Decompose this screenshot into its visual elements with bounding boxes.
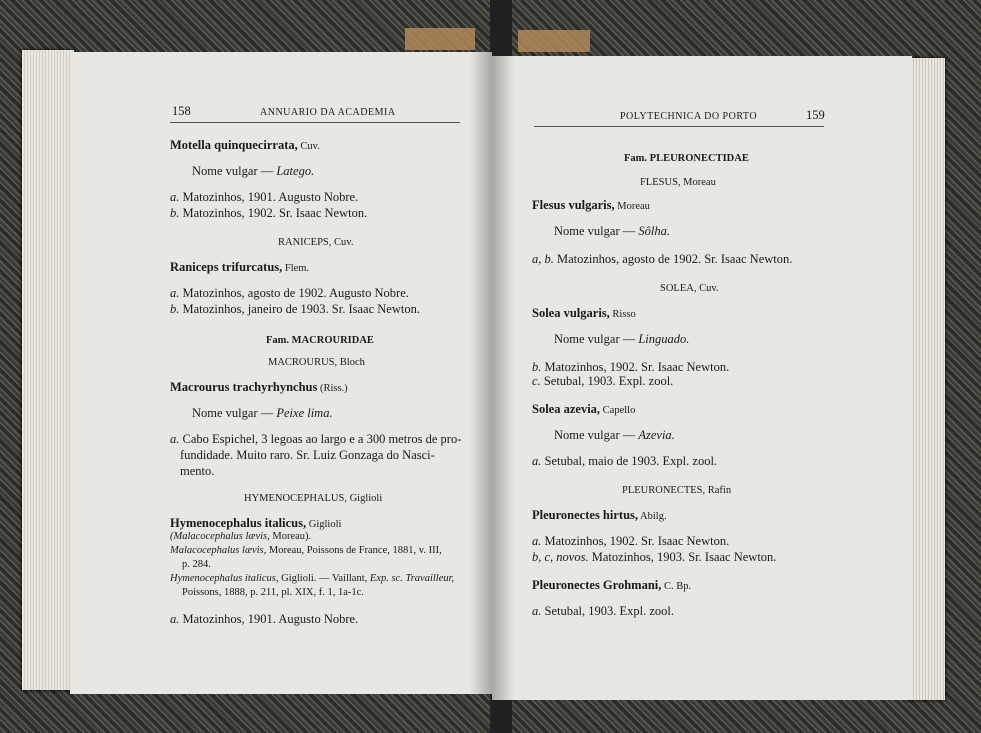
specimen-line: b. Matozinhos, janeiro de 1903. Sr. Isaac Newton. [170, 302, 420, 316]
species-line: Pleuronectes Grohmani, C. Bp. [532, 578, 692, 592]
synonym-line: (Malacocephalus lævis, Moreau). [170, 531, 312, 542]
vulgar-name-line: Nome vulgar — Linguado. [554, 332, 690, 346]
species-line: Pleuronectes hirtus, Abilg. [532, 508, 667, 522]
genus-heading: RANICEPS, Cuv. [278, 237, 354, 248]
left-page [70, 52, 492, 694]
binding-tape [405, 28, 475, 50]
vulgar-name-line: Nome vulgar — Azevia. [554, 428, 675, 442]
gutter-shadow [492, 56, 514, 700]
header-rule [170, 122, 460, 123]
specimen-line: a. Matozinhos, agosto de 1902. Augusto Nobre. [170, 286, 409, 300]
running-head: ANNUARIO DA ACADEMIA [260, 107, 396, 118]
right-page [492, 56, 912, 700]
vulgar-name-line: Nome vulgar — Sôlha. [554, 224, 670, 238]
specimen-line: b. Matozinhos, 1902. Sr. Isaac Newton. [170, 206, 368, 220]
vulgar-name-line: Nome vulgar — Latego. [192, 164, 315, 178]
species-line: Solea vulgaris, Risso [532, 306, 636, 320]
running-head: POLYTECHNICA DO PORTO [620, 111, 758, 122]
specimen-line: b. Matozinhos, 1902. Sr. Isaac Newton. [532, 360, 730, 374]
synonym-line: Hymenocephalus italicus, Giglioli. — Vaillant, Exp. sc. Travailleur, [170, 573, 455, 584]
synonym-line: Malacocephalus lævis, Moreau, Poissons de France, 1881, v. III, [170, 545, 442, 556]
species-line: Macrourus trachyrhynchus (Riss.) [170, 380, 348, 394]
genus-heading: FLESUS, Moreau [640, 177, 716, 188]
species-line: Hymenocephalus italicus, Giglioli [170, 516, 342, 530]
genus-heading: MACROURUS, Bloch [268, 357, 365, 368]
gutter-shadow [470, 52, 492, 694]
synonym-line: Poissons, 1888, p. 211, pl. XIX, f. 1, 1a-1c. [182, 587, 364, 598]
specimen-line: mento. [180, 464, 215, 478]
species-line: Solea azevia, Capello [532, 402, 636, 416]
genus-heading: PLEURONECTES, Rafin [622, 485, 732, 496]
specimen-line: a. Setubal, maio de 1903. Expl. zool. [532, 454, 718, 468]
specimen-line: fundidade. Muito raro. Sr. Luiz Gonzaga do Nasci- [180, 448, 435, 462]
specimen-line: a. Matozinhos, 1902. Sr. Isaac Newton. [532, 534, 730, 548]
header-rule [534, 126, 824, 127]
specimen-line: a. Setubal, 1903. Expl. zool. [532, 604, 674, 618]
family-heading: Fam. MACROURIDAE [266, 335, 374, 346]
specimen-line: c. Setubal, 1903. Expl. zool. [532, 374, 674, 388]
genus-heading: HYMENOCEPHALUS, Giglioli [244, 493, 383, 504]
specimen-line: a, b. Matozinhos, agosto de 1902. Sr. Isaac Newton. [532, 252, 793, 266]
family-heading: Fam. PLEURONECTIDAE [624, 153, 749, 164]
left-page-edges [22, 50, 74, 690]
species-line: Flesus vulgaris, Moreau [532, 198, 650, 212]
species-line: Motella quinquecirrata, Cuv. [170, 138, 320, 152]
species-line: Raniceps trifurcatus, Flem. [170, 260, 310, 274]
vulgar-name-line: Nome vulgar — Peixe lima. [192, 406, 333, 420]
page-number: 159 [806, 108, 825, 122]
synonym-line: p. 284. [182, 559, 211, 570]
specimen-line: a. Matozinhos, 1901. Augusto Nobre. [170, 190, 359, 204]
specimen-line: b, c, novos. Matozinhos, 1903. Sr. Isaac Newton. [532, 550, 777, 564]
page-number: 158 [172, 104, 191, 118]
specimen-line: a. Cabo Espichel, 3 legoas ao largo e a 300 metros de pro- [170, 432, 462, 446]
specimen-line: a. Matozinhos, 1901. Augusto Nobre. [170, 612, 359, 626]
binding-tape [518, 30, 590, 52]
genus-heading: SOLEA, Cuv. [660, 283, 719, 294]
